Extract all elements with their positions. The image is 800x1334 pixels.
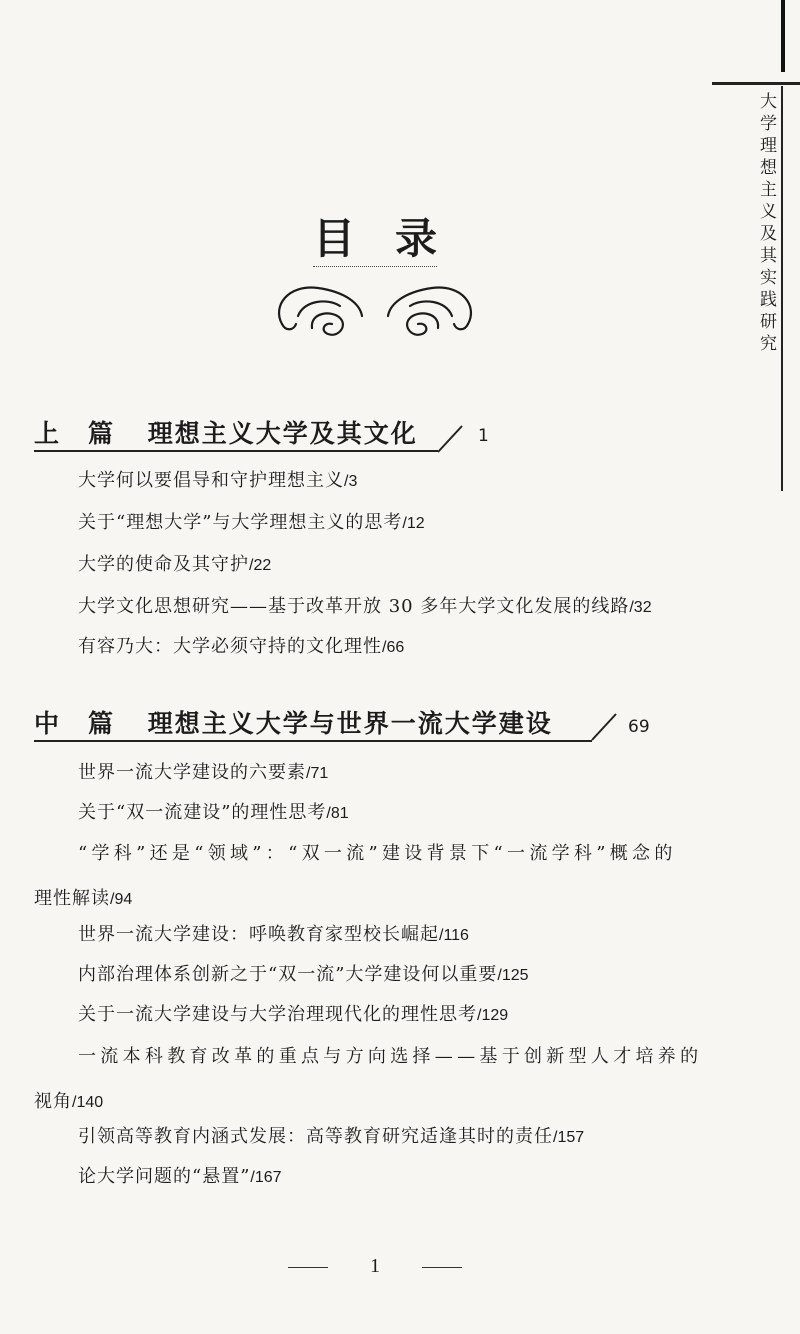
toc-entry-continuation[interactable] xyxy=(34,884,132,910)
title-underline xyxy=(313,266,437,267)
entry-title: 论大学问题的“悬置” xyxy=(78,1166,251,1187)
entry-page: /125 xyxy=(497,967,529,984)
entry-title: “学科”还是“领域”：“双一流”建设背景下“一流学科”概念的 xyxy=(78,843,677,864)
entry-page: /12 xyxy=(402,515,425,532)
footer-rule-right xyxy=(422,1267,462,1268)
running-head-rule-vertical xyxy=(781,86,783,491)
section-title: 理想主义大学及其文化 xyxy=(147,419,418,448)
entry-title-continuation: 理性解读 xyxy=(34,888,110,909)
entry-title: 大学的使命及其守护 xyxy=(78,554,249,575)
toc-entry[interactable] xyxy=(78,966,529,985)
toc-entry[interactable] xyxy=(78,1006,508,1025)
toc-entry[interactable] xyxy=(78,764,328,783)
section-header-part-1 xyxy=(34,414,418,454)
running-head: 大学理想主义及其实践研究 xyxy=(756,92,776,356)
entry-title: 关于“双一流建设”的理性思考 xyxy=(78,802,327,823)
entry-title: 大学何以要倡导和守护理想主义 xyxy=(78,470,344,491)
page-number: 1 xyxy=(370,1255,380,1277)
page-title: 目录 xyxy=(312,214,477,263)
running-head-rule-horizontal xyxy=(712,82,800,85)
footer-rule-left xyxy=(288,1267,328,1268)
entry-title: 引领高等教育内涵式发展：高等教育研究适逢其时的责任 xyxy=(78,1126,553,1147)
entry-page: /129 xyxy=(477,1007,509,1024)
entry-title-continuation: 视角 xyxy=(34,1091,72,1112)
entry-page: /22 xyxy=(249,557,272,574)
entry-title: 有容乃大：大学必须守持的文化理性 xyxy=(78,636,382,657)
running-head-rule-top xyxy=(781,0,785,72)
section-slash-icon xyxy=(590,712,620,742)
section-slash-icon xyxy=(436,424,466,454)
toc-entry[interactable] xyxy=(78,472,357,491)
entry-page: /3 xyxy=(344,473,358,490)
toc-entry[interactable] xyxy=(78,845,677,863)
entry-title: 一流本科教育改革的重点与方向选择——基于创新型人才培养的 xyxy=(78,1046,703,1067)
section-underline xyxy=(34,740,592,742)
section-underline xyxy=(34,450,438,452)
toc-entry-continuation[interactable] xyxy=(34,1087,103,1113)
entry-page: /66 xyxy=(382,639,405,656)
entry-title: 世界一流大学建设的六要素 xyxy=(78,762,306,783)
toc-entry[interactable] xyxy=(78,638,404,657)
entry-title: 关于“理想大学”与大学理想主义的思考 xyxy=(78,512,403,533)
section-title: 理想主义大学与世界一流大学建设 xyxy=(147,709,553,738)
toc-entry[interactable] xyxy=(78,598,652,617)
section-label: 上 篇 xyxy=(34,419,116,448)
section-header-part-2 xyxy=(34,704,553,744)
toc-entry[interactable] xyxy=(78,556,271,575)
entry-page: /94 xyxy=(110,891,133,908)
section-page-number: 69 xyxy=(628,717,650,737)
toc-entry[interactable] xyxy=(78,514,425,533)
toc-entry[interactable] xyxy=(78,1128,584,1147)
entry-page: /116 xyxy=(439,927,469,944)
toc-entry[interactable] xyxy=(78,1048,702,1066)
entry-page: /81 xyxy=(326,805,349,822)
entry-page: /157 xyxy=(553,1129,585,1146)
entry-title: 关于一流大学建设与大学治理现代化的理性思考 xyxy=(78,1004,477,1025)
toc-entry[interactable] xyxy=(78,804,349,823)
entry-page: /71 xyxy=(306,765,329,782)
entry-page: /32 xyxy=(629,599,652,616)
entry-title: 世界一流大学建设：呼唤教育家型校长崛起 xyxy=(78,924,439,945)
entry-title: 内部治理体系创新之于“双一流”大学建设何以重要 xyxy=(78,964,498,985)
toc-entry[interactable] xyxy=(78,926,469,945)
toc-entry[interactable] xyxy=(78,1168,282,1187)
section-label: 中 篇 xyxy=(34,709,116,738)
entry-title: 大学文化思想研究——基于改革开放 30 多年大学文化发展的线路 xyxy=(78,596,630,617)
flourish-ornament-icon xyxy=(268,276,482,346)
entry-page: /140 xyxy=(72,1094,104,1111)
entry-page: /167 xyxy=(250,1169,282,1186)
section-page-number: 1 xyxy=(478,426,489,446)
